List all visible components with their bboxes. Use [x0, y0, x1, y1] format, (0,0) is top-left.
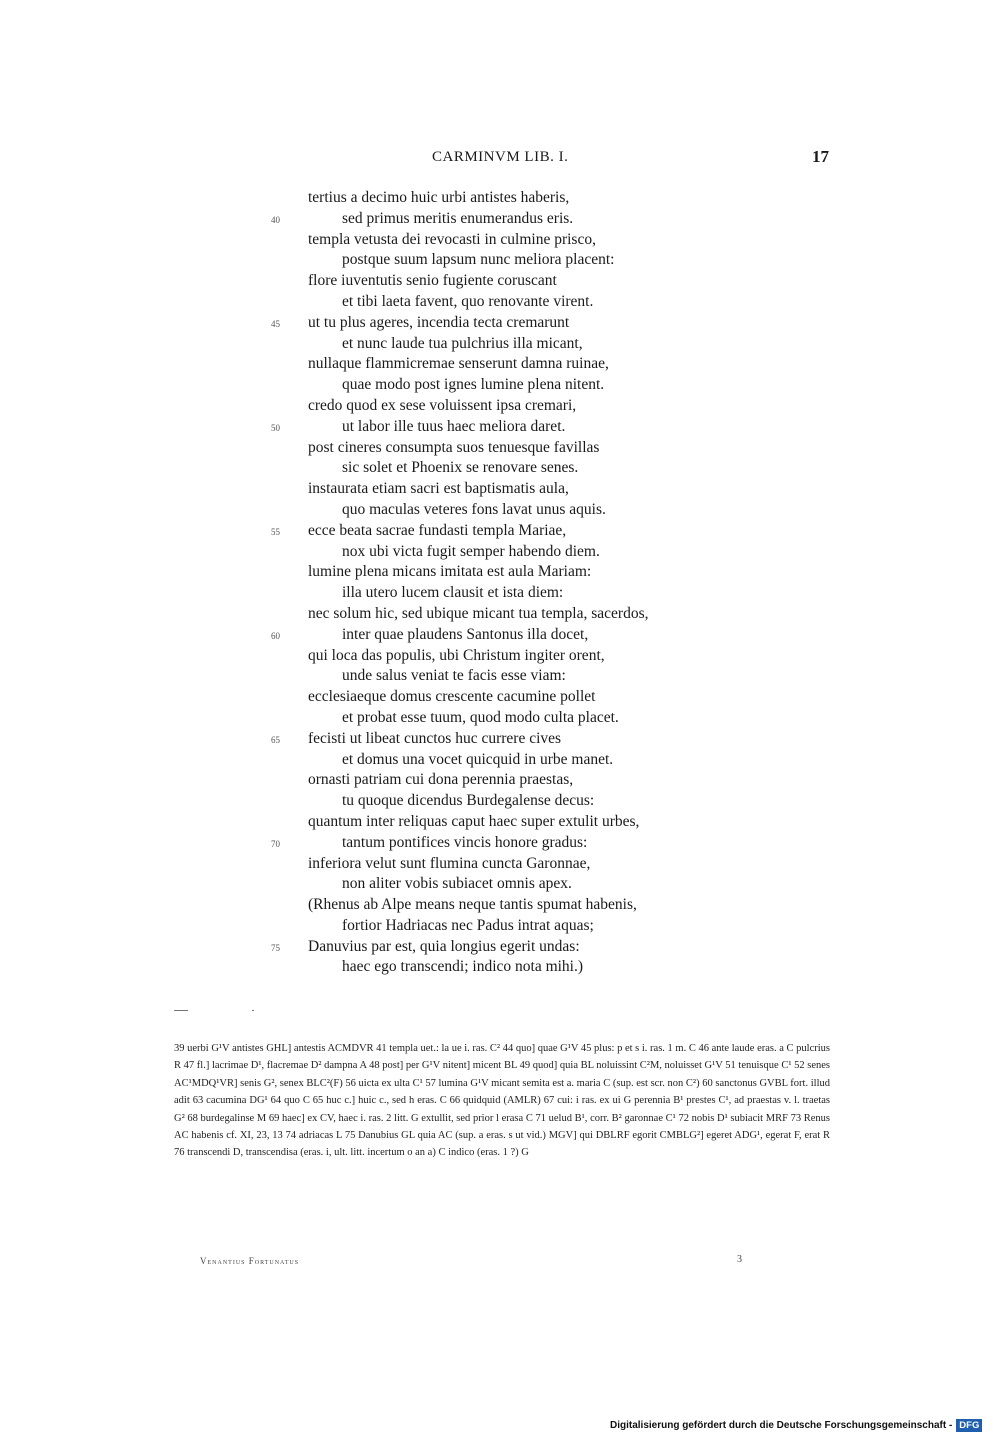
verse-line: [0, 396, 1000, 417]
verse-line: [0, 542, 1000, 563]
verse-text: nec solum hic, sed ubique micant tua templa, sacerdos,: [308, 604, 649, 622]
poem-text: [0, 188, 1000, 978]
dfg-credit-text: Digitalisierung gefördert durch die Deutsche Forschungsgemeinschaft -: [610, 1419, 953, 1431]
verse-text: et domus una vocet quicquid in urbe manet.: [342, 750, 614, 768]
verse-line: [0, 438, 1000, 459]
verse-line: [0, 417, 1000, 438]
verse-line: [0, 833, 1000, 854]
verse-line: [0, 791, 1000, 812]
verse-line: [0, 874, 1000, 895]
dfg-credit: [610, 1418, 982, 1432]
verse-line: [0, 646, 1000, 667]
verse-text: ecce beata sacrae fundasti templa Mariae,: [308, 521, 567, 539]
verse-line: [0, 583, 1000, 604]
verse-text: sed primus meritis enumerandus eris.: [342, 209, 574, 227]
critical-apparatus: 39 uerbi G¹V antistes GHL] antestis ACMDVR 41 templa uet.: la ue i. ras. C² 44 quo] quae G¹V 45 plus: p et s i. ras. 1 m. C 46 ante laude eras. a C pulcrius R 47 fl.] lacrimae D¹, flacremae D² dampna A 48 post] per G¹V nitent] micent BL 49 quod] quia BL noluissint C²M, noluisset G¹V 51 tenuisque C¹ 52 senes AC¹MDQ¹VR] senis G², senex BLC²(F) 56 uicta ex ulta C¹ 57 lumina G¹V micant semita est a. maria C (sup. est scr. non C²) 60 sanctonus GVBL fort. illud adit 63 cacumina DG¹ 64 quo C 65 huc c.] huic c., sed h eras. C 66 quidquid (AMLR) 67 cui: i ras. ex ui G perennia B¹ prestes C¹, ad praestas v. l. traetas G² 68 burdegalinse M 69 haec] ex CV, haec i. ras. 2 litt. G extullit, sed prior l erasa C 71 uelud B¹, corr. B² garonnae C¹ 72 nobis D¹ subiacit MRF 73 Renus AC habenis cf. XI, 23, 13 74 adriacas L 75 Danubius GL quia AC (sup. a eras. s ut vid.) MGV] qui DBLRF egorit CMBLG²] egeret ADG¹, egerat F, erat R 76 transcendi D, transcendisa (eras. i, ult. litt. incertum o an a) C indico (eras. 1 ?) G: [174, 1043, 830, 1159]
verse-line: [0, 957, 1000, 978]
verse-line: [0, 271, 1000, 292]
sheet-signature: Venantius Fortunatus: [200, 1256, 300, 1266]
verse-line: [0, 812, 1000, 833]
line-number: 55: [271, 526, 280, 537]
verse-text: inter quae plaudens Santonus illa docet,: [342, 625, 589, 643]
page-number: 17: [812, 147, 829, 166]
verse-line: [0, 458, 1000, 479]
verse-line: [0, 521, 1000, 542]
verse-text: tu quoque dicendus Burdegalense decus:: [342, 792, 595, 810]
verse-line: [0, 230, 1000, 251]
verse-text: fecisti ut libeat cunctos huc currere cives: [308, 729, 562, 747]
verse-line: [0, 209, 1000, 230]
verse-text: nullaque flammicremae senserunt damna ruinae,: [308, 355, 609, 373]
verse-line: [0, 479, 1000, 500]
verse-text: ornasti patriam cui dona perennia praestas,: [308, 771, 574, 789]
line-number: 50: [271, 422, 280, 433]
verse-text: non aliter vobis subiacet omnis apex.: [342, 875, 572, 893]
verse-text: quantum inter reliquas caput haec super extulit urbes,: [308, 812, 640, 830]
verse-line: [0, 666, 1000, 687]
dfg-logo-icon: DFG: [956, 1419, 982, 1432]
line-number: 40: [271, 214, 280, 225]
verse-text: fortior Hadriacas nec Padus intrat aquas;: [342, 916, 594, 934]
verse-line: [0, 854, 1000, 875]
line-number: 45: [271, 318, 280, 329]
verse-text: postque suum lapsum nunc meliora placent:: [342, 251, 615, 269]
footnote-rule-dot: [252, 1010, 254, 1011]
verse-line: [0, 937, 1000, 958]
page-title: CARMINVM LIB. I.: [432, 149, 569, 165]
verse-text: qui loca das populis, ubi Christum ingiter orent,: [308, 646, 605, 664]
line-number: 65: [271, 734, 280, 745]
verse-text: et probat esse tuum, quod modo culta placet.: [342, 708, 619, 726]
verse-text: credo quod ex sese voluissent ipsa cremari,: [308, 396, 577, 414]
verse-line: [0, 500, 1000, 521]
verse-line: [0, 708, 1000, 729]
verse-line: [0, 313, 1000, 334]
verse-text: post cineres consumpta suos tenuesque favillas: [308, 438, 600, 456]
sheet-number: 3: [737, 1254, 742, 1265]
verse-text: haec ego transcendi; indico nota mihi.): [342, 958, 584, 976]
verse-text: nox ubi victa fugit semper habendo diem.: [342, 542, 600, 560]
verse-text: flore iuventutis senio fugiente coruscant: [308, 272, 557, 290]
verse-text: tantum pontifices vincis honore gradus:: [342, 833, 588, 851]
verse-line: [0, 354, 1000, 375]
verse-line: [0, 562, 1000, 583]
verse-line: [0, 188, 1000, 209]
verse-line: [0, 916, 1000, 937]
verse-line: [0, 375, 1000, 396]
verse-text: templa vetusta dei revocasti in culmine prisco,: [308, 230, 596, 248]
line-number: 60: [271, 630, 280, 641]
verse-text: quo maculas veteres fons lavat unus aquis.: [342, 500, 606, 518]
verse-text: tertius a decimo huic urbi antistes haberis,: [308, 189, 570, 206]
verse-text: inferiora velut sunt flumina cuncta Garonnae,: [308, 854, 591, 872]
verse-line: [0, 625, 1000, 646]
verse-line: [0, 250, 1000, 271]
verse-text: (Rhenus ab Alpe means neque tantis spumat habenis,: [308, 896, 637, 914]
verse-text: quae modo post ignes lumine plena nitent.: [342, 376, 605, 394]
verse-text: Danuvius par est, quia longius egerit undas:: [308, 937, 580, 955]
verse-text: ut tu plus ageres, incendia tecta cremarunt: [308, 313, 570, 331]
verse-text: et nunc laude tua pulchrius illa micant,: [342, 334, 583, 352]
verse-line: [0, 687, 1000, 708]
verse-line: [0, 895, 1000, 916]
footnote-rule: [174, 1010, 188, 1011]
verse-line: [0, 604, 1000, 625]
verse-line: [0, 292, 1000, 313]
verse-text: unde salus veniat te facis esse viam:: [342, 667, 566, 685]
verse-text: ecclesiaeque domus crescente cacumine pollet: [308, 688, 596, 706]
verse-line: [0, 729, 1000, 750]
verse-text: instaurata etiam sacri est baptismatis aula,: [308, 480, 569, 498]
verse-line: [0, 770, 1000, 791]
verse-text: illa utero lucem clausit et ista diem:: [342, 584, 564, 602]
verse-text: ut labor ille tuus haec meliora daret.: [342, 417, 566, 435]
line-number: 70: [271, 838, 280, 849]
verse-line: [0, 334, 1000, 355]
verse-text: lumine plena micans imitata est aula Mariam:: [308, 563, 592, 581]
line-number: 75: [271, 942, 280, 953]
verse-text: sic solet et Phoenix se renovare senes.: [342, 459, 579, 477]
verse-line: [0, 750, 1000, 771]
verse-text: et tibi laeta favent, quo renovante virent.: [342, 292, 594, 310]
